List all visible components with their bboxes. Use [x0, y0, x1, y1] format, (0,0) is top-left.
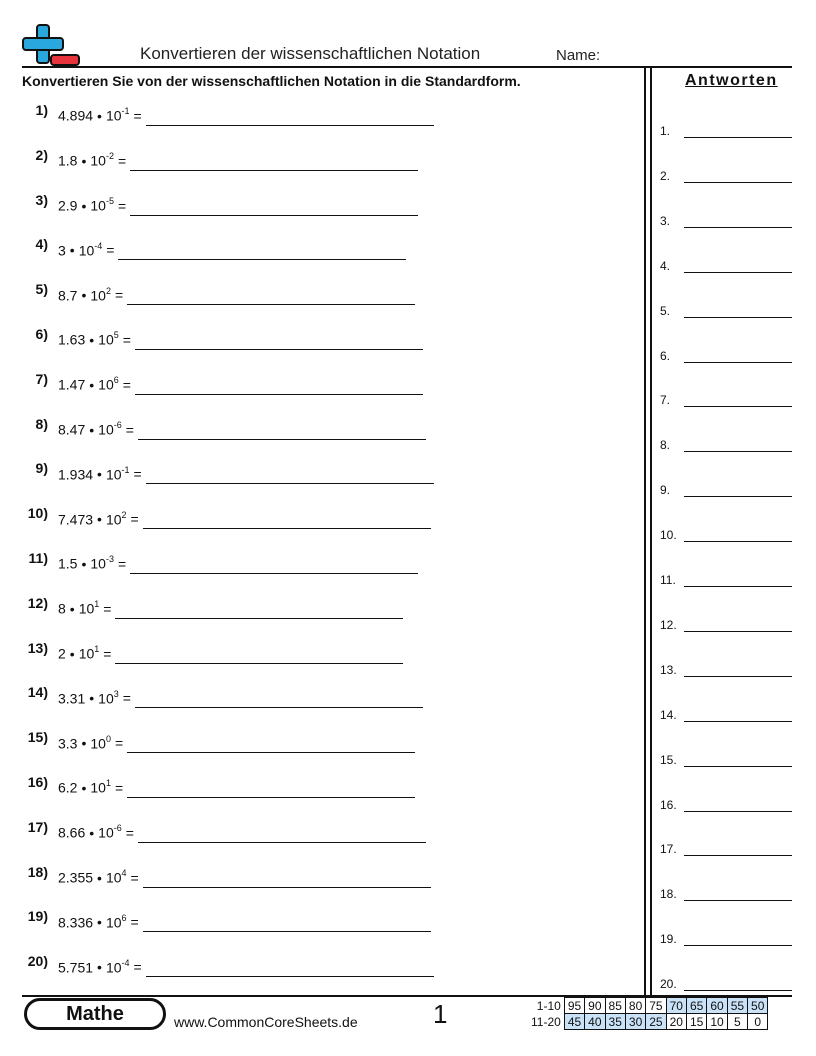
base: 10: [90, 735, 106, 752]
answer-blank[interactable]: [127, 797, 415, 798]
score-range-label: 11-20: [531, 1014, 561, 1029]
score-range-label: 1-10: [536, 998, 561, 1013]
answer-line[interactable]: [684, 631, 792, 632]
multiply-dot: •: [89, 332, 95, 348]
answer-number: 1.: [660, 124, 671, 138]
score-table: [528, 997, 768, 1030]
answer-line[interactable]: [684, 676, 792, 677]
score-cell: 15: [686, 1014, 706, 1030]
score-cell: 85: [605, 998, 625, 1014]
score-cell: 65: [686, 998, 706, 1014]
mantissa: 8.47: [58, 421, 86, 438]
multiply-dot: •: [81, 152, 87, 169]
problem-row: [22, 815, 426, 841]
problem-number: 20): [27, 953, 48, 970]
mantissa: 8.66: [58, 824, 86, 841]
exponent: 6: [113, 375, 119, 386]
problem-expression: [58, 287, 123, 304]
multiply-dot: •: [97, 959, 102, 976]
score-cell: 60: [707, 998, 727, 1014]
problem-expression: [58, 376, 131, 393]
answer-line[interactable]: [684, 362, 792, 363]
multiply-dot: •: [81, 287, 87, 304]
answer-number: 9.: [660, 483, 671, 498]
problem-number: 14): [27, 684, 48, 701]
answer-number: 7.: [660, 393, 671, 408]
mantissa: 5.751: [58, 959, 94, 976]
answer-row: [660, 479, 792, 497]
problem-expression: [58, 645, 111, 662]
answer-number: 19.: [660, 932, 677, 947]
answer-number: 4.: [660, 258, 671, 273]
problem-number: 19): [27, 908, 48, 925]
exponent: -6: [113, 419, 122, 430]
base: 10: [90, 197, 106, 214]
mantissa: 2.355: [58, 869, 94, 886]
base: 10: [105, 511, 122, 528]
score-cell: 80: [625, 998, 645, 1014]
exponent: 5: [113, 330, 119, 341]
score-cell: 20: [666, 1014, 686, 1030]
mantissa: 3.3: [58, 735, 78, 752]
equals-sign: =: [133, 108, 142, 124]
multiply-dot: •: [81, 197, 87, 214]
mantissa: 4.894: [58, 108, 94, 124]
multiply-dot: •: [97, 466, 102, 483]
problem-row: [22, 636, 403, 662]
answer-number: 17.: [660, 842, 677, 857]
score-cell: 10: [707, 1014, 727, 1030]
exponent: 1: [105, 778, 111, 789]
answer-blank[interactable]: [146, 976, 434, 977]
mantissa: 1.47: [58, 376, 86, 393]
base: 10: [105, 869, 122, 886]
score-cell: 40: [585, 1014, 605, 1030]
exponent: 1: [94, 643, 100, 654]
mantissa: 8: [58, 600, 66, 617]
problem-row: [22, 546, 418, 572]
exponent: 4: [121, 867, 127, 878]
answer-number: 10.: [660, 528, 677, 543]
problem-number: 3): [35, 191, 48, 208]
score-cell: 95: [564, 998, 584, 1014]
score-row: [528, 1014, 768, 1030]
answer-line[interactable]: [684, 766, 792, 767]
logo-plus-center: [38, 39, 48, 49]
problem-expression: [58, 779, 123, 796]
mantissa: 6.2: [58, 780, 78, 796]
answer-row: [660, 614, 792, 632]
answer-line[interactable]: [684, 406, 792, 407]
answer-row: [660, 704, 792, 722]
base: 10: [105, 108, 122, 124]
problem-row: [22, 725, 415, 751]
score-cell: 70: [666, 998, 686, 1014]
problem-row: [22, 456, 434, 482]
score-cell: 50: [748, 998, 768, 1014]
exponent: -1: [121, 106, 130, 117]
multiply-dot: •: [89, 421, 95, 438]
equals-sign: =: [114, 287, 124, 304]
problem-row: [22, 277, 415, 303]
base: 10: [98, 376, 114, 393]
score-cell: 0: [748, 1014, 768, 1030]
answer-blank[interactable]: [127, 304, 415, 305]
base: 10: [90, 556, 106, 572]
answer-number: 20.: [660, 977, 677, 992]
problem-expression: [58, 242, 114, 259]
problem-number: 5): [35, 281, 48, 298]
multiply-dot: •: [69, 242, 75, 259]
name-field-label: Name:: [556, 47, 601, 64]
multiply-dot: •: [97, 511, 102, 528]
page-number: 1: [433, 999, 448, 1029]
multiply-dot: •: [97, 108, 102, 124]
problem-expression: [58, 331, 131, 348]
answer-blank[interactable]: [118, 259, 406, 260]
problem-expression: [58, 869, 139, 886]
answer-line[interactable]: [684, 496, 792, 497]
answer-number: 3.: [660, 213, 671, 228]
answer-blank[interactable]: [115, 663, 403, 664]
instructions: Konvertieren Sie von der wissenschaftlichen Notation in die Standardform.: [22, 73, 521, 89]
problem-row: [22, 367, 423, 393]
mantissa: 8.7: [58, 287, 78, 304]
answer-blank[interactable]: [135, 707, 423, 708]
problem-row: [22, 188, 418, 214]
score-cell: 45: [564, 1014, 584, 1030]
score-cell: 25: [646, 1014, 666, 1030]
mantissa: 2.9: [58, 197, 78, 214]
answer-blank[interactable]: [130, 573, 418, 574]
problem-number: 7): [35, 370, 48, 387]
equals-sign: =: [122, 690, 131, 707]
problem-expression: [58, 555, 126, 572]
answer-row: [660, 210, 792, 228]
problem-row: [22, 949, 434, 975]
answer-line[interactable]: [684, 855, 792, 856]
problem-expression: [58, 735, 123, 752]
answer-line[interactable]: [684, 811, 792, 812]
answer-blank[interactable]: [115, 618, 403, 619]
problem-expression: [58, 914, 139, 931]
equals-sign: =: [133, 959, 142, 976]
answer-row: [660, 345, 792, 363]
problem-expression: [58, 690, 131, 707]
answer-blank[interactable]: [143, 528, 431, 529]
problem-number: 12): [27, 594, 48, 611]
problem-expression: [58, 824, 134, 841]
equals-sign: =: [125, 421, 134, 438]
answers-title: Antworten: [685, 72, 778, 89]
exponent: 2: [121, 509, 127, 520]
multiply-dot: •: [97, 869, 102, 886]
problem-number: 13): [27, 639, 48, 656]
multiply-dot: •: [89, 824, 95, 841]
equals-sign: =: [122, 332, 131, 348]
equals-sign: =: [103, 600, 112, 617]
problem-number: 2): [35, 146, 48, 163]
logo-minus: [50, 54, 80, 66]
answer-blank[interactable]: [130, 215, 418, 216]
base: 10: [98, 824, 114, 841]
answer-number: 8.: [660, 438, 671, 453]
equals-sign: =: [117, 556, 127, 572]
equals-sign: =: [130, 511, 139, 528]
multiply-dot: •: [81, 556, 87, 572]
problem-number: 6): [35, 326, 48, 342]
base: 10: [90, 287, 106, 304]
logo-icon: [22, 24, 80, 68]
mantissa: 7.473: [58, 511, 94, 528]
answer-row: [660, 794, 792, 812]
answer-row: [660, 569, 792, 587]
score-cell: 30: [625, 1014, 645, 1030]
answer-row: [660, 165, 792, 183]
problem-expression: [58, 107, 142, 124]
answer-blank[interactable]: [127, 752, 415, 753]
exponent: 1: [94, 599, 100, 610]
answer-number: 14.: [660, 707, 677, 722]
score-cell: 35: [605, 1014, 625, 1030]
multiply-dot: •: [81, 780, 87, 796]
problem-expression: [58, 959, 142, 976]
base: 10: [105, 466, 122, 483]
exponent: -4: [121, 957, 130, 968]
mantissa: 8.336: [58, 914, 94, 931]
base: 10: [105, 959, 122, 976]
problem-number: 11): [28, 550, 48, 566]
answer-line[interactable]: [684, 317, 792, 318]
problem-expression: [58, 197, 126, 214]
problem-expression: [58, 466, 142, 483]
problem-row: [22, 322, 423, 348]
problem-number: 8): [35, 415, 48, 432]
base: 10: [90, 780, 106, 796]
answer-row: [660, 659, 792, 677]
answer-line[interactable]: [684, 272, 792, 273]
answer-number: 11.: [660, 573, 676, 587]
website-link[interactable]: www.CommonCoreSheets.de: [174, 1014, 358, 1030]
answer-number: 16.: [660, 797, 677, 812]
multiply-dot: •: [69, 645, 75, 662]
answer-blank[interactable]: [146, 483, 434, 484]
answer-blank[interactable]: [135, 394, 423, 395]
score-cell: 75: [646, 998, 666, 1014]
equals-sign: =: [117, 152, 127, 169]
problem-number: 4): [35, 236, 48, 253]
score-row: [528, 998, 768, 1014]
equals-sign: =: [133, 466, 142, 483]
answer-number: 12.: [660, 617, 677, 632]
problem-number: 9): [35, 460, 48, 477]
problem-row: [22, 770, 415, 796]
answer-blank[interactable]: [146, 125, 434, 126]
answer-number: 6.: [660, 348, 671, 363]
mantissa: 1.8: [58, 152, 78, 169]
multiply-dot: •: [69, 600, 75, 617]
base: 10: [78, 600, 95, 617]
exponent: -2: [105, 151, 114, 162]
problem-row: [22, 98, 434, 124]
answer-row: [660, 300, 792, 318]
problem-number: 16): [27, 774, 48, 790]
problem-row: [22, 860, 431, 886]
problem-number: 10): [27, 505, 48, 522]
answer-line[interactable]: [684, 945, 792, 946]
answer-number: 15.: [660, 752, 677, 767]
problem-number: 17): [27, 818, 48, 835]
multiply-dot: •: [81, 735, 87, 752]
base: 10: [78, 242, 95, 259]
answer-blank[interactable]: [143, 887, 431, 888]
problem-expression: [58, 152, 126, 169]
answer-line[interactable]: [684, 137, 792, 138]
problem-number: 1): [35, 102, 48, 118]
equals-sign: =: [130, 914, 139, 931]
answer-line[interactable]: [684, 721, 792, 722]
column-divider-left: [644, 67, 646, 995]
answer-row: [660, 883, 792, 901]
multiply-dot: •: [97, 914, 102, 931]
base: 10: [98, 332, 114, 348]
answer-row: [660, 524, 792, 542]
mantissa: 3: [58, 242, 66, 259]
exponent: 0: [105, 733, 111, 744]
exponent: -5: [105, 195, 114, 206]
equals-sign: =: [114, 735, 124, 752]
base: 10: [98, 690, 114, 707]
answer-blank[interactable]: [138, 842, 426, 843]
equals-sign: =: [125, 824, 134, 841]
exponent: -4: [94, 240, 103, 251]
equals-sign: =: [117, 197, 127, 214]
answer-row: [660, 120, 792, 138]
answer-row: [660, 749, 792, 767]
answer-line[interactable]: [684, 990, 792, 991]
answer-blank[interactable]: [143, 931, 431, 932]
mantissa: 1.63: [58, 332, 86, 348]
brand-badge: Mathe: [24, 998, 166, 1030]
multiply-dot: •: [89, 376, 95, 393]
answer-row: [660, 389, 792, 407]
problem-expression: [58, 600, 111, 617]
base: 10: [105, 914, 122, 931]
problem-row: [22, 412, 426, 438]
answer-line[interactable]: [684, 586, 792, 587]
answer-blank[interactable]: [135, 349, 423, 350]
answer-blank[interactable]: [138, 439, 426, 440]
answer-line[interactable]: [684, 451, 792, 452]
worksheet-title: Konvertieren der wissenschaftlichen Notation: [140, 44, 481, 63]
answer-number: 18.: [660, 887, 677, 902]
answer-number: 13.: [660, 662, 677, 677]
mantissa: 1.934: [58, 466, 94, 483]
answer-row: [660, 973, 792, 991]
answer-line[interactable]: [684, 541, 792, 542]
problem-row: [22, 591, 403, 617]
score-cell: 5: [727, 1014, 747, 1030]
equals-sign: =: [130, 869, 139, 886]
problem-row: [22, 143, 418, 169]
header-divider: [22, 66, 792, 68]
equals-sign: =: [114, 780, 124, 796]
problem-row: [22, 680, 423, 706]
problem-number: 15): [27, 729, 48, 746]
answer-line[interactable]: [684, 227, 792, 228]
exponent: 3: [113, 688, 119, 699]
score-cell: 90: [585, 998, 605, 1014]
answer-blank[interactable]: [130, 170, 418, 171]
answer-line[interactable]: [684, 900, 792, 901]
answer-number: 5.: [660, 303, 671, 318]
base: 10: [98, 421, 114, 438]
mantissa: 3.31: [58, 690, 86, 707]
problem-row: [22, 501, 431, 527]
multiply-dot: •: [89, 690, 95, 707]
mantissa: 2: [58, 645, 66, 662]
answer-row: [660, 928, 792, 946]
problem-row: [22, 232, 406, 258]
exponent: -3: [105, 554, 114, 565]
answer-row: [660, 255, 792, 273]
base: 10: [78, 645, 95, 662]
base: 10: [90, 152, 106, 169]
mantissa: 1.5: [58, 556, 78, 572]
exponent: -6: [113, 823, 122, 834]
equals-sign: =: [122, 376, 131, 393]
equals-sign: =: [103, 645, 112, 662]
answer-number: 2.: [660, 168, 671, 183]
answer-row: [660, 434, 792, 452]
answer-row: [660, 838, 792, 856]
problem-expression: [58, 421, 134, 438]
score-cell: 55: [727, 998, 747, 1014]
equals-sign: =: [106, 242, 115, 259]
answer-line[interactable]: [684, 182, 792, 183]
problem-number: 18): [27, 863, 48, 880]
problem-expression: [58, 511, 139, 528]
exponent: 6: [121, 912, 127, 923]
problem-row: [22, 904, 431, 930]
column-divider-right: [650, 67, 652, 995]
exponent: 2: [105, 285, 111, 296]
exponent: -1: [121, 464, 130, 475]
